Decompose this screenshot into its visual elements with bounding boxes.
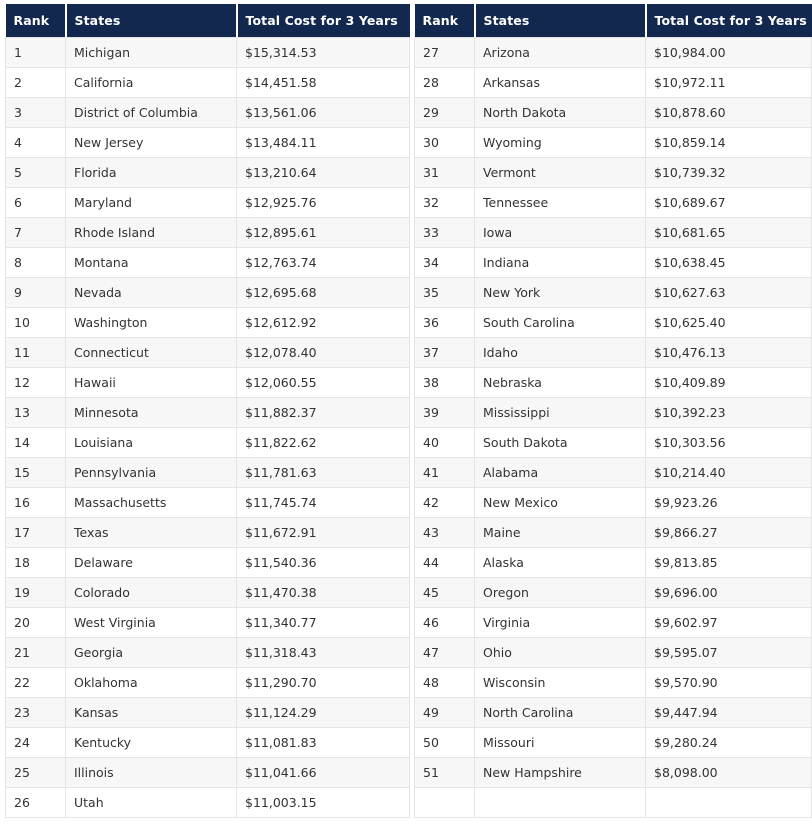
cell-state: California xyxy=(66,68,237,98)
table-row xyxy=(6,38,410,68)
table-row xyxy=(6,428,410,458)
cell-state: Delaware xyxy=(66,548,237,578)
table-header-right xyxy=(415,4,812,38)
cell-state: Wyoming xyxy=(475,128,646,158)
cell-total-cost: $9,602.97 xyxy=(646,608,812,638)
cell-state: Vermont xyxy=(475,158,646,188)
table-row xyxy=(6,668,410,698)
cell-state: North Dakota xyxy=(475,98,646,128)
cell-total-cost: $11,781.63 xyxy=(237,458,410,488)
table-body-left xyxy=(6,38,410,818)
table-row xyxy=(6,758,410,788)
cell-total-cost: $9,280.24 xyxy=(646,728,812,758)
cell-state: Iowa xyxy=(475,218,646,248)
cell-state: Texas xyxy=(66,518,237,548)
cell-rank: 6 xyxy=(6,188,66,218)
cell-rank: 39 xyxy=(415,398,475,428)
table-row xyxy=(6,728,410,758)
cell-state: Mississippi xyxy=(475,398,646,428)
table-row xyxy=(6,548,410,578)
cell-total-cost: $11,672.91 xyxy=(237,518,410,548)
cell-total-cost: $10,689.67 xyxy=(646,188,812,218)
cell-total-cost: $11,003.15 xyxy=(237,788,410,818)
table-row xyxy=(6,98,410,128)
table-row xyxy=(415,788,812,818)
cell-rank: 5 xyxy=(6,158,66,188)
cell-rank: 36 xyxy=(415,308,475,338)
cell-state: New Hampshire xyxy=(475,758,646,788)
cell-state: New Mexico xyxy=(475,488,646,518)
table-row xyxy=(415,338,812,368)
cell-rank: 3 xyxy=(6,98,66,128)
cell-rank: 14 xyxy=(6,428,66,458)
cell-state: Illinois xyxy=(66,758,237,788)
cell-state: Pennsylvania xyxy=(66,458,237,488)
cell-state: Colorado xyxy=(66,578,237,608)
table-row xyxy=(415,638,812,668)
cell-state: Wisconsin xyxy=(475,668,646,698)
table-row xyxy=(415,548,812,578)
cell-state: District of Columbia xyxy=(66,98,237,128)
cell-total-cost: $9,866.27 xyxy=(646,518,812,548)
cell-rank: 42 xyxy=(415,488,475,518)
cell-total-cost: $12,612.92 xyxy=(237,308,410,338)
cell-rank: 30 xyxy=(415,128,475,158)
cell-state: Oklahoma xyxy=(66,668,237,698)
table-row xyxy=(415,38,812,68)
cell-rank: 32 xyxy=(415,188,475,218)
column-header-total-cost[interactable]: Total Cost for 3 Years xyxy=(237,4,410,38)
cell-total-cost: $9,570.90 xyxy=(646,668,812,698)
cell-total-cost: $10,409.89 xyxy=(646,368,812,398)
cell-total-cost: $9,923.26 xyxy=(646,488,812,518)
cell-state: Nevada xyxy=(66,278,237,308)
cell-state: Maine xyxy=(475,518,646,548)
table-header-left xyxy=(6,4,410,38)
column-header-states[interactable]: States xyxy=(475,4,646,38)
cell-total-cost: $11,470.38 xyxy=(237,578,410,608)
cell-rank: 38 xyxy=(415,368,475,398)
table-row xyxy=(6,518,410,548)
table-row xyxy=(6,68,410,98)
cell-total-cost: $13,210.64 xyxy=(237,158,410,188)
cell-rank: 13 xyxy=(6,398,66,428)
cell-rank: 20 xyxy=(6,608,66,638)
table-row xyxy=(415,458,812,488)
table-row xyxy=(6,578,410,608)
cell-total-cost: $10,739.32 xyxy=(646,158,812,188)
cell-total-cost: $11,318.43 xyxy=(237,638,410,668)
column-header-states[interactable]: States xyxy=(66,4,237,38)
table-row xyxy=(415,608,812,638)
cell-total-cost: $10,972.11 xyxy=(646,68,812,98)
table-row xyxy=(6,368,410,398)
cell-total-cost: $9,696.00 xyxy=(646,578,812,608)
table-row xyxy=(6,398,410,428)
cell-total-cost: $10,392.23 xyxy=(646,398,812,428)
cell-state: Missouri xyxy=(475,728,646,758)
cell-total-cost: $10,303.56 xyxy=(646,428,812,458)
cell-rank: 1 xyxy=(6,38,66,68)
table-row xyxy=(415,758,812,788)
table-row xyxy=(6,308,410,338)
cell-rank: 10 xyxy=(6,308,66,338)
cell-state: South Dakota xyxy=(475,428,646,458)
table-row xyxy=(415,668,812,698)
cell-total-cost: $13,561.06 xyxy=(237,98,410,128)
cell-state: Montana xyxy=(66,248,237,278)
cell-rank: 22 xyxy=(6,668,66,698)
cell-rank: 24 xyxy=(6,728,66,758)
cell-state: Minnesota xyxy=(66,398,237,428)
cell-total-cost: $9,595.07 xyxy=(646,638,812,668)
cell-rank: 12 xyxy=(6,368,66,398)
table-row xyxy=(415,368,812,398)
cell-state: Florida xyxy=(66,158,237,188)
cell-state: Kentucky xyxy=(66,728,237,758)
table-row xyxy=(6,248,410,278)
cell-total-cost: $12,060.55 xyxy=(237,368,410,398)
cell-rank: 4 xyxy=(6,128,66,158)
cell-rank: 15 xyxy=(6,458,66,488)
column-header-total-cost[interactable]: Total Cost for 3 Years xyxy=(646,4,812,38)
table-row xyxy=(415,308,812,338)
table-row xyxy=(415,578,812,608)
cell-state: Michigan xyxy=(66,38,237,68)
table-row xyxy=(6,638,410,668)
cell-state: Louisiana xyxy=(66,428,237,458)
cell-state: Hawaii xyxy=(66,368,237,398)
cell-total-cost: $9,813.85 xyxy=(646,548,812,578)
cell-total-cost: $12,695.68 xyxy=(237,278,410,308)
cell-total-cost: $10,214.40 xyxy=(646,458,812,488)
cell-total-cost: $9,447.94 xyxy=(646,698,812,728)
cell-state: Utah xyxy=(66,788,237,818)
cell-rank: 50 xyxy=(415,728,475,758)
table-row xyxy=(415,398,812,428)
cell-rank: 16 xyxy=(6,488,66,518)
cell-rank: 51 xyxy=(415,758,475,788)
table-row xyxy=(415,428,812,458)
cell-state: Alaska xyxy=(475,548,646,578)
cell-total-cost: $11,340.77 xyxy=(237,608,410,638)
cell-rank: 25 xyxy=(6,758,66,788)
cell-rank: 21 xyxy=(6,638,66,668)
table-row xyxy=(415,98,812,128)
cell-rank: 19 xyxy=(6,578,66,608)
cell-rank: 37 xyxy=(415,338,475,368)
cell-rank: 49 xyxy=(415,698,475,728)
cell-total-cost: $10,627.63 xyxy=(646,278,812,308)
cell-rank: 33 xyxy=(415,218,475,248)
cell-total-cost: $11,540.36 xyxy=(237,548,410,578)
cost-table-left xyxy=(5,4,410,818)
cell-total-cost: $10,681.65 xyxy=(646,218,812,248)
header-row xyxy=(6,4,410,38)
cell-state: Tennessee xyxy=(475,188,646,218)
cell-state: Alabama xyxy=(475,458,646,488)
table-row xyxy=(6,338,410,368)
cell-rank: 41 xyxy=(415,458,475,488)
cell-total-cost: $15,314.53 xyxy=(237,38,410,68)
cell-total-cost: $12,078.40 xyxy=(237,338,410,368)
table-row xyxy=(6,158,410,188)
cell-state: New Jersey xyxy=(66,128,237,158)
cell-state: Ohio xyxy=(475,638,646,668)
table-row xyxy=(6,128,410,158)
table-row xyxy=(415,728,812,758)
cell-state: Georgia xyxy=(66,638,237,668)
cell-total-cost: $10,625.40 xyxy=(646,308,812,338)
cell-rank: 43 xyxy=(415,518,475,548)
cell-state: Kansas xyxy=(66,698,237,728)
table-row xyxy=(415,518,812,548)
table-row xyxy=(6,608,410,638)
cell-total-cost: $10,878.60 xyxy=(646,98,812,128)
cell-rank: 23 xyxy=(6,698,66,728)
header-row xyxy=(415,4,812,38)
table-row xyxy=(415,698,812,728)
cell-rank: 7 xyxy=(6,218,66,248)
table-row xyxy=(415,68,812,98)
cell-rank: 45 xyxy=(415,578,475,608)
cell-state: Arizona xyxy=(475,38,646,68)
cell-state: Connecticut xyxy=(66,338,237,368)
cell-rank: 47 xyxy=(415,638,475,668)
cell-rank: 11 xyxy=(6,338,66,368)
table-row xyxy=(6,698,410,728)
cell-total-cost: $10,859.14 xyxy=(646,128,812,158)
cell-rank: 40 xyxy=(415,428,475,458)
table-row xyxy=(415,218,812,248)
cell-total-cost: $11,822.62 xyxy=(237,428,410,458)
cell-state: South Carolina xyxy=(475,308,646,338)
cell-total-cost: $10,476.13 xyxy=(646,338,812,368)
cell-state: Indiana xyxy=(475,248,646,278)
cell-total-cost: $12,895.61 xyxy=(237,218,410,248)
cell-rank: 48 xyxy=(415,668,475,698)
cell-total-cost: $10,638.45 xyxy=(646,248,812,278)
cell-state: Nebraska xyxy=(475,368,646,398)
cell-rank: 8 xyxy=(6,248,66,278)
cell-state: Rhode Island xyxy=(66,218,237,248)
table-row xyxy=(415,488,812,518)
cell-state: West Virginia xyxy=(66,608,237,638)
cell-total-cost: $13,484.11 xyxy=(237,128,410,158)
cell-rank xyxy=(415,788,475,818)
cell-state: Virginia xyxy=(475,608,646,638)
cell-total-cost: $11,081.83 xyxy=(237,728,410,758)
cell-rank: 34 xyxy=(415,248,475,278)
cell-rank: 31 xyxy=(415,158,475,188)
cell-rank: 29 xyxy=(415,98,475,128)
cell-state: Idaho xyxy=(475,338,646,368)
cell-total-cost: $11,290.70 xyxy=(237,668,410,698)
cell-total-cost: $14,451.58 xyxy=(237,68,410,98)
cell-rank: 2 xyxy=(6,68,66,98)
table-row xyxy=(415,158,812,188)
cell-rank: 27 xyxy=(415,38,475,68)
cell-total-cost: $11,041.66 xyxy=(237,758,410,788)
cell-rank: 44 xyxy=(415,548,475,578)
cell-rank: 28 xyxy=(415,68,475,98)
cell-state: Arkansas xyxy=(475,68,646,98)
column-header-rank[interactable]: Rank xyxy=(415,4,475,38)
table-row xyxy=(6,458,410,488)
cost-table-right xyxy=(414,4,812,818)
table-row xyxy=(6,278,410,308)
cell-state: North Carolina xyxy=(475,698,646,728)
cell-rank: 26 xyxy=(6,788,66,818)
cell-state: Oregon xyxy=(475,578,646,608)
column-header-rank[interactable]: Rank xyxy=(6,4,66,38)
table-row xyxy=(6,488,410,518)
table-row xyxy=(415,128,812,158)
table-row xyxy=(6,218,410,248)
cell-total-cost: $11,882.37 xyxy=(237,398,410,428)
cell-total-cost: $11,745.74 xyxy=(237,488,410,518)
cell-state xyxy=(475,788,646,818)
cell-state: Massachusetts xyxy=(66,488,237,518)
table-row xyxy=(6,788,410,818)
cell-state: New York xyxy=(475,278,646,308)
cell-total-cost: $8,098.00 xyxy=(646,758,812,788)
cell-total-cost: $12,763.74 xyxy=(237,248,410,278)
table-row xyxy=(415,278,812,308)
cell-total-cost xyxy=(646,788,812,818)
cell-rank: 17 xyxy=(6,518,66,548)
table-row xyxy=(415,188,812,218)
cell-total-cost: $12,925.76 xyxy=(237,188,410,218)
table-body-right xyxy=(415,38,812,818)
table-row xyxy=(6,188,410,218)
cell-rank: 35 xyxy=(415,278,475,308)
cell-rank: 9 xyxy=(6,278,66,308)
cell-rank: 46 xyxy=(415,608,475,638)
cell-rank: 18 xyxy=(6,548,66,578)
cell-state: Washington xyxy=(66,308,237,338)
table-row xyxy=(415,248,812,278)
cell-total-cost: $10,984.00 xyxy=(646,38,812,68)
cell-total-cost: $11,124.29 xyxy=(237,698,410,728)
cell-state: Maryland xyxy=(66,188,237,218)
